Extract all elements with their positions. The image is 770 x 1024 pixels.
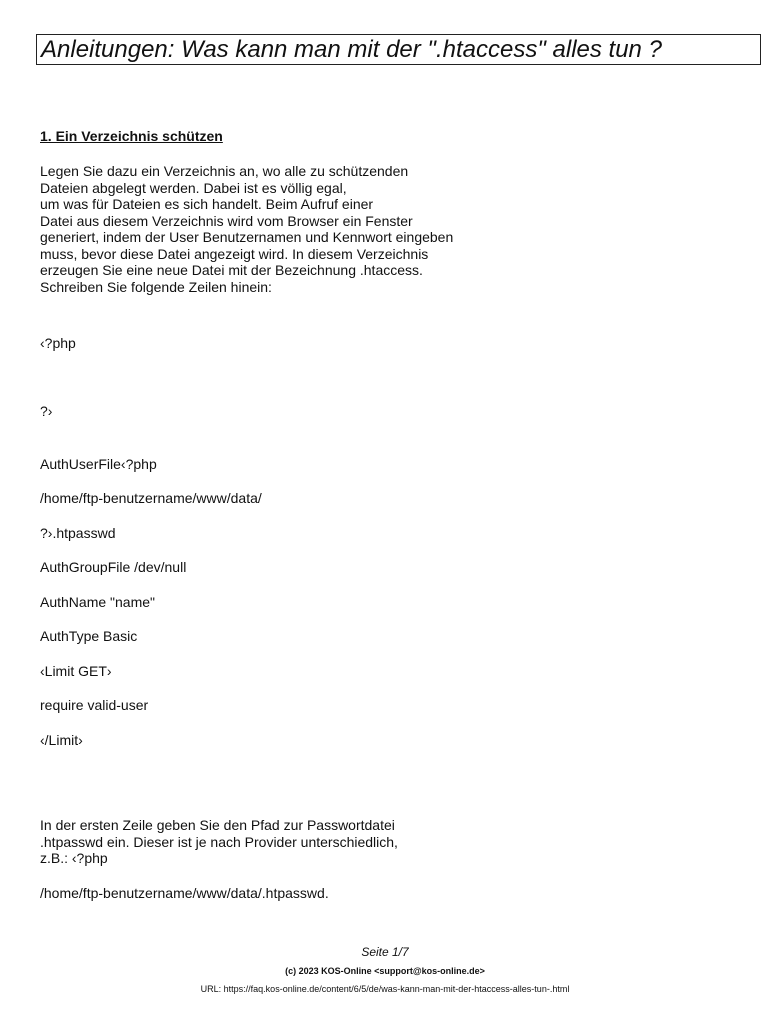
section-heading: 1. Ein Verzeichnis schützen bbox=[40, 128, 223, 144]
outro-line: z.B.: ‹?php bbox=[40, 850, 108, 866]
outro-line: .htpasswd ein. Dieser ist je nach Provider unterschiedlich, bbox=[40, 833, 398, 850]
document-title: Anleitungen: Was kann man mit der ".htaccess" alles tun ? bbox=[36, 34, 761, 65]
code-line-php-open: ‹?php bbox=[40, 335, 76, 351]
intro-line: Schreiben Sie folgende Zeilen hinein: bbox=[40, 278, 272, 295]
code-line-limit-close: ‹/Limit› bbox=[40, 732, 83, 748]
code-line-limit-open: ‹Limit GET› bbox=[40, 663, 112, 679]
intro-line: Dateien abgelegt werden. Dabei ist es völlig egal, bbox=[40, 179, 347, 196]
code-line-authgroupfile: AuthGroupFile /dev/null bbox=[40, 559, 187, 575]
intro-line: muss, bevor diese Datei angezeigt wird. In diesem Verzeichnis bbox=[40, 245, 429, 262]
intro-line: Datei aus diesem Verzeichnis wird vom Browser ein Fenster bbox=[40, 212, 413, 229]
code-line-authtype: AuthType Basic bbox=[40, 628, 138, 644]
code-line-php-close: ?› bbox=[40, 403, 53, 419]
intro-line: um was für Dateien es sich handelt. Beim Aufruf einer bbox=[40, 196, 374, 212]
outro-line: In der ersten Zeile geben Sie den Pfad zur Passwortdatei bbox=[40, 817, 395, 833]
code-line-authname: AuthName "name" bbox=[40, 594, 155, 610]
page-number: Seite 1/7 bbox=[361, 945, 409, 959]
intro-line: generiert, indem der User Benutzernamen und Kennwort eingeben bbox=[40, 229, 454, 245]
outro-paragraph bbox=[40, 817, 540, 867]
intro-line: Legen Sie dazu ein Verzeichnis an, wo alle zu schützenden bbox=[40, 163, 409, 179]
footer-copyright: (c) 2023 KOS-Online <support@kos-online.de> bbox=[285, 966, 485, 976]
intro-line: erzeugen Sie eine neue Datei mit der Bezeichnung .htaccess. bbox=[40, 262, 423, 278]
intro-paragraph bbox=[40, 163, 540, 295]
code-line-htpasswd: ?›.htpasswd bbox=[40, 525, 116, 541]
code-line-path: /home/ftp-benutzername/www/data/ bbox=[40, 490, 262, 506]
code-line-authuserfile: AuthUserFile‹?php bbox=[40, 456, 157, 472]
code-line-require: require valid-user bbox=[40, 697, 149, 713]
footer-url: URL: https://faq.kos-online.de/content/6/5/de/was-kann-man-mit-der-htaccess-alles-tun-.html bbox=[200, 984, 570, 994]
final-path: /home/ftp-benutzername/www/data/.htpasswd. bbox=[40, 885, 329, 901]
